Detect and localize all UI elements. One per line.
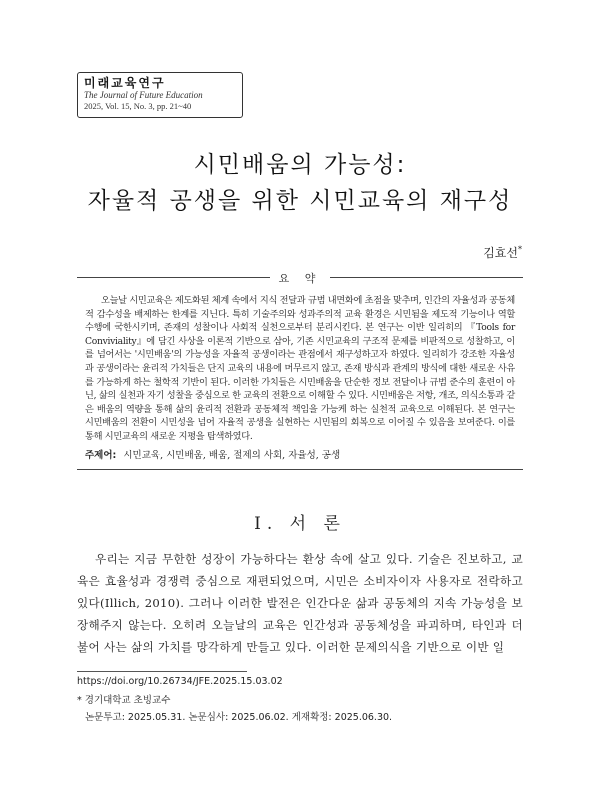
journal-volume-info: 2025, Vol. 15, No. 3, pp. 21~40 bbox=[84, 101, 192, 111]
abstract-body: 오늘날 시민교육은 제도화된 체계 속에서 지식 전달과 규범 내면화에 초점을 맞추며, 인간의 자율성과 공동체적 감수성을 배제하는 한계를 지닌다. 특히 기술주의와 성과주의적 교육 환경은 시민됨을 제도적 기능이나 역할 수행에 국한시키며, 존재의 성찰이나 사회적 실천으로부터 분리시킨다. 본 연구는 이반 일리히의 『Tools for Conviviality』에 담긴 사상을 이론적 기반으로 삼아, 기존 시민교육의 구조적 문제를 비판적으로 성찰하고, 이를 넘어서는 '시민배움'의 가능성을 자율적 공생이라는 관점에서 재구성하고자 하였다. 일리히가 강조한 자율성과 공생이라는 윤리적 가치들은 단지 교육의 내용에 머무르지 않고, 존재 방식과 관계의 방식에 대한 새로운 사유를 가능하게 하는 철학적 기반이 된다. 이러한 가치들은 시민배움을 단순한 정보 전달이나 규범 준수의 훈련이 아닌, 삶의 실천과 자기 성찰을 중심으로 한 교육의 전환으로 이해할 수 있다. 시민배움은 저항, 개조, 의식소통과 같은 배움의 역량을 통해 삶의 윤리적 전환과 공동체적 책임을 가능케 하는 실천적 교육으로 이해된다. 본 연구는 시민배움의 전환이 시민성을 넘어 자율적 공생을 실현하는 시민됨의 회복으로 이어질 수 있음을 보여준다. 이를 통해 시민교육의 새로운 지평을 탐색하였다. bbox=[85, 295, 515, 442]
abstract-bottom-rule bbox=[77, 469, 523, 470]
author-name: 김효선 bbox=[483, 246, 518, 260]
keywords bbox=[85, 447, 515, 461]
author-affiliation: * 경기대학교 초빙교수 bbox=[77, 695, 171, 706]
journal-name-korean: 미래교육연구 bbox=[84, 76, 166, 90]
keywords-items: 시민교육, 시민배움, 배움, 절제의 사회, 자율성, 공생 bbox=[123, 450, 341, 461]
submission-dates: 논문투고: 2025.05.31. 논문심사: 2025.06.02. 게재확정: 2025.06.30. bbox=[85, 712, 393, 723]
footnote-divider bbox=[77, 671, 247, 672]
journal-name-english: The Journal of Future Education bbox=[84, 90, 203, 100]
introduction-paragraph: 우리는 지금 무한한 성장이 가능하다는 환상 속에 살고 있다. 기술은 진보하고, 교육은 효율성과 경쟁력 중심으로 재편되었으며, 시민은 소비자이자 사용자로 전락하고 있다(Illich, 2010). 그러나 이러한 발전은 인간다운 삶과 공동체의 지속 가능성을 보장해주지 않는다. 오히려 오늘날의 교육은 인간성과 공동체성을 파괴하며, 타인과 더불어 사는 삶의 가치를 망각하게 만들고 있다. 이러한 문제의식을 기반으로 이반 일 bbox=[77, 552, 523, 654]
keywords-label: 주제어: bbox=[85, 450, 117, 461]
section-heading-introduction: Ⅰ. 서 론 bbox=[254, 514, 346, 534]
doi-link[interactable]: https://doi.org/10.26734/JFE.2025.15.03.02 bbox=[77, 676, 283, 687]
paper-title-line-1: 시민배움의 가능성: bbox=[193, 152, 407, 178]
abstract-heading: 요 약 bbox=[270, 270, 330, 286]
journal-header-box bbox=[77, 72, 243, 118]
author bbox=[483, 244, 522, 261]
author-footnote-mark: * bbox=[518, 245, 522, 254]
paper-title-line-2: 자율적 공생을 위한 시민교육의 재구성 bbox=[87, 188, 513, 214]
